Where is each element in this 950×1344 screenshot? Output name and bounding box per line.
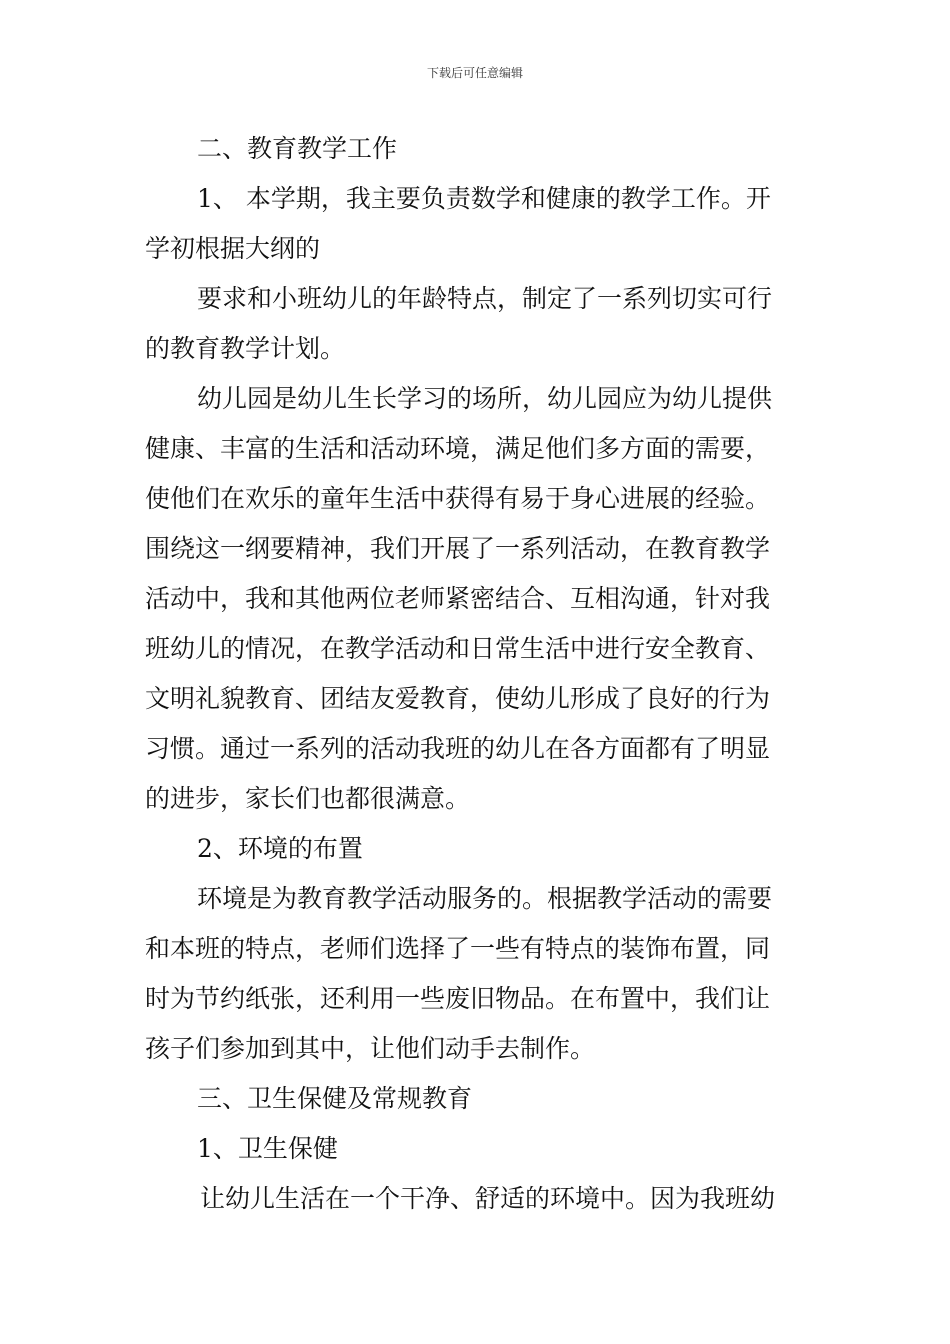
paragraph-line: 学初根据大纲的	[145, 234, 321, 263]
paragraph-line: 活动中，我和其他两位老师紧密结合、互相沟通，针对我	[145, 584, 771, 613]
subsection-heading-hygiene-care: 1、卫生保健	[197, 1134, 338, 1163]
paragraph-line: 和本班的特点，老师们选择了一些有特点的装饰布置，同	[145, 934, 771, 963]
paragraph-line: 使他们在欢乐的童年生活中获得有易于身心进展的经验。	[145, 484, 771, 513]
paragraph-line: 文明礼貌教育、团结友爱教育，使幼儿形成了良好的行为	[145, 684, 771, 713]
paragraph-line: 围绕这一纲要精神，我们开展了一系列活动，在教育教学	[145, 534, 771, 563]
document-body	[145, 124, 807, 1224]
paragraph-line: 孩子们参加到其中，让他们动手去制作。	[145, 1034, 596, 1063]
paragraph-line: 让幼儿生活在一个干净、舒适的环境中。因为我班幼	[200, 1184, 776, 1213]
subsection-heading-environment: 2、环境的布置	[197, 834, 363, 863]
paragraph-line: 1、 本学期，我主要负责数学和健康的教学工作。开	[197, 184, 771, 213]
paragraph-line: 环境是为教育教学活动服务的。根据教学活动的需要	[197, 884, 773, 913]
paragraph-line: 的进步，家长们也都很满意。	[145, 784, 471, 813]
paragraph-line: 要求和小班幼儿的年龄特点，制定了一系列切实可行	[197, 284, 773, 313]
page-header: 下载后可任意编辑	[426, 66, 523, 80]
section-heading-education: 二、教育教学工作	[197, 134, 398, 163]
paragraph-line: 的教育教学计划。	[145, 334, 346, 363]
paragraph-line: 习惯。通过一系列的活动我班的幼儿在各方面都有了明显	[145, 734, 771, 763]
paragraph-line: 时为节约纸张，还利用一些废旧物品。在布置中，我们让	[145, 984, 771, 1013]
section-heading-hygiene: 三、卫生保健及常规教育	[197, 1084, 473, 1113]
paragraph-line: 幼儿园是幼儿生长学习的场所，幼儿园应为幼儿提供	[197, 384, 773, 413]
paragraph-line: 健康、丰富的生活和活动环境，满足他们多方面的需要，	[145, 434, 771, 463]
paragraph-line: 班幼儿的情况，在教学活动和日常生活中进行安全教育、	[145, 634, 771, 663]
